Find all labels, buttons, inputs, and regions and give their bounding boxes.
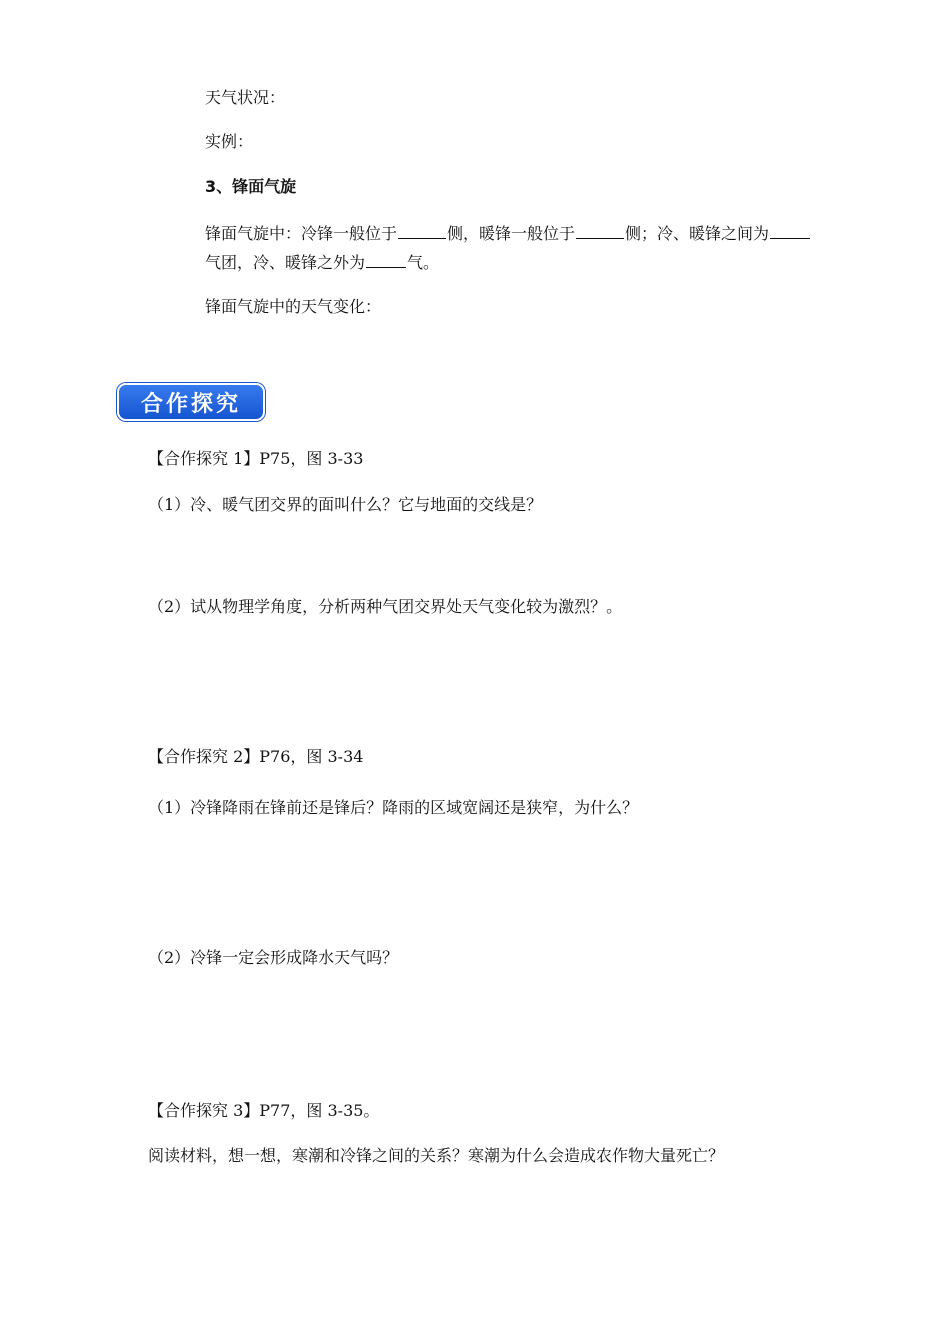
fill-blank-line-2	[205, 251, 439, 273]
inquiry-2-question-1: （1）冷锋降雨在锋前还是锋后？降雨的区域宽阔还是狭窄，为什么？	[148, 798, 639, 817]
inquiry-3-question-1: 阅读材料，想一想，寒潮和冷锋之间的关系？寒潮为什么会造成农作物大量死亡？	[148, 1146, 725, 1165]
answer-blank[interactable]	[576, 222, 624, 239]
fill-text: 侧；冷、暖锋之间为	[625, 224, 770, 243]
answer-blank[interactable]	[366, 251, 406, 268]
weather-change-label: 锋面气旋中的天气变化：	[205, 297, 382, 316]
inquiry-1-title: 【合作探究 1】P75，图 3-33	[148, 449, 364, 468]
inquiry-2-question-2: （2）冷锋一定会形成降水天气吗？	[148, 948, 399, 967]
answer-blank[interactable]	[770, 222, 810, 239]
fill-text: 锋面气旋中：冷锋一般位于	[205, 224, 398, 243]
weather-condition-label: 天气状况：	[205, 88, 286, 107]
inquiry-1-question-2: （2）试从物理学角度，分析两种气团交界处天气变化较为激烈？。	[148, 597, 623, 616]
inquiry-3-title: 【合作探究 3】P77，图 3-35。	[148, 1101, 380, 1120]
example-label: 实例：	[205, 132, 254, 151]
inquiry-2-title: 【合作探究 2】P76，图 3-34	[148, 747, 364, 766]
section-heading-frontal-cyclone: 3、锋面气旋	[205, 177, 297, 196]
fill-text: 气团，冷、暖锋之外为	[205, 253, 366, 272]
inquiry-1-question-1: （1）冷、暖气团交界的面叫什么？它与地面的交线是？	[148, 495, 543, 514]
fill-text: 气。	[407, 253, 440, 272]
badge-label: 合作探究	[140, 391, 241, 417]
fill-blank-line-1	[205, 222, 811, 244]
answer-blank[interactable]	[398, 222, 446, 239]
fill-text: 侧，暖锋一般位于	[447, 224, 576, 243]
cooperative-inquiry-badge	[117, 383, 265, 421]
